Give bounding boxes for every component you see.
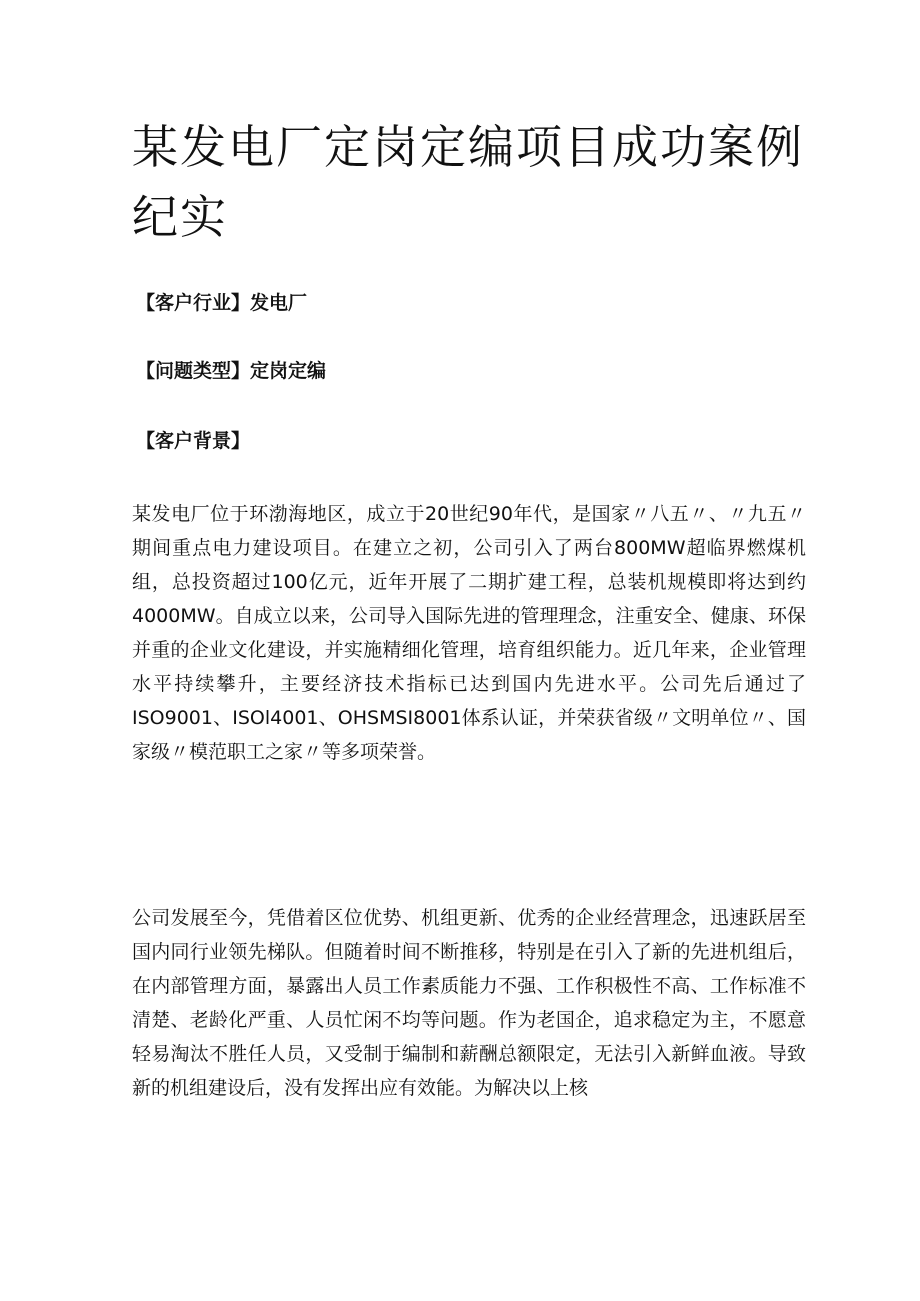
problem-type: 【问题类型】定岗定编 xyxy=(136,360,327,382)
problem-paragraph: 公司发展至今，凭借着区位优势、机组更新、优秀的企业经营理念，迅速跃居至国内同行业领先梯队。但随着时间不断推移，特别是在引入了新的先进机组后，在内部管理方面，暴露出人员工作素质能力不强、工作积极性不高、工作标准不清楚、老龄化严重、人员忙闲不均等问题。作为老国企，追求稳定为主，不愿意轻易淘汰不胜任人员，又受制于编制和薪酬总额限定，无法引入新鲜血液。导致新的机组建设后，没有发挥出应有效能。为解决以上核 xyxy=(132,907,806,1099)
customer-background-heading: 【客户背景】 xyxy=(136,430,251,452)
background-paragraph: 某发电厂位于环渤海地区，成立于20世纪90年代，是国家〃八五〃、〃九五〃期间重点电力建设项目。在建立之初，公司引入了两台800MW超临界燃煤机组，总投资超过100亿元，近年开展了二期扩建工程，总装机规模即将达到约4000MW。自成立以来，公司导入国际先进的管理理念，注重安全、健康、环保并重的企业文化建设，并实施精细化管理，培育组织能力。近几年来，企业管理水平持续攀升，主要经济技术指标已达到国内先进水平。公司先后通过了ISO9001、ISOl4001、OHSMSI8001体系认证，并荣获省级〃文明单位〃、国家级〃模范职工之家〃等多项荣誉。 xyxy=(132,503,806,763)
document-title: 某发电厂定岗定编项目成功案例纪实 xyxy=(132,120,804,244)
customer-industry: 【客户行业】发电厂 xyxy=(136,292,308,314)
